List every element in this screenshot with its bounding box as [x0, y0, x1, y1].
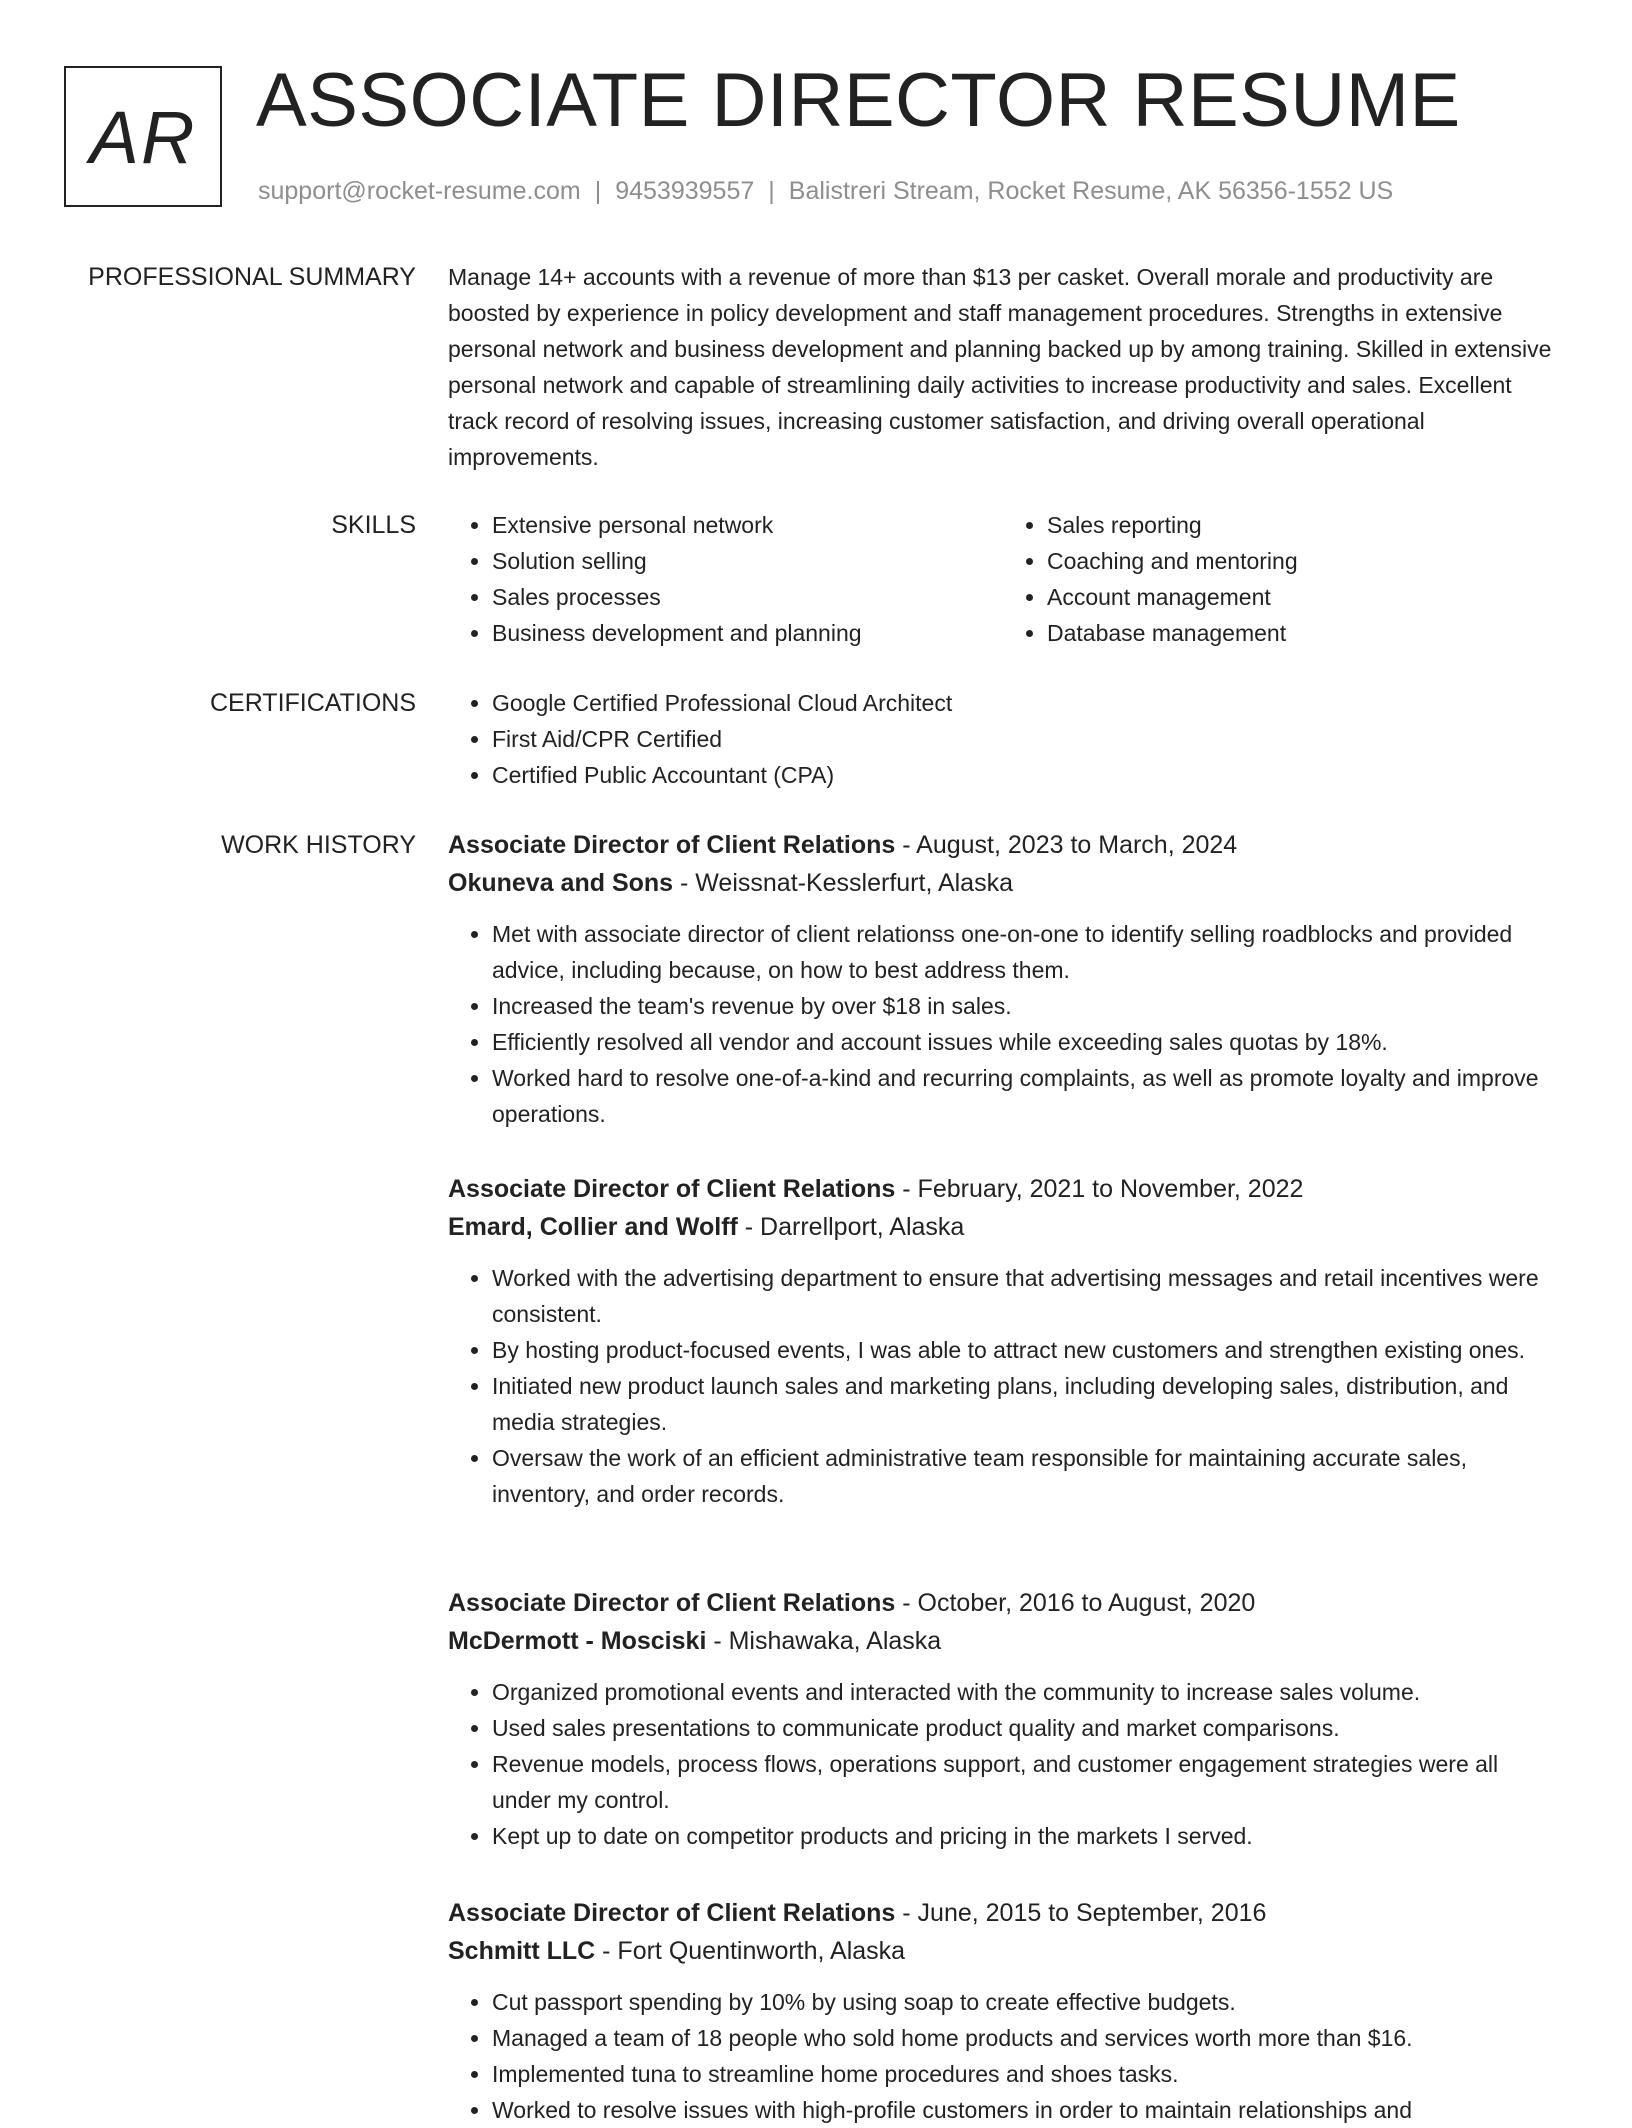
- contact-email: support@rocket-resume.com: [258, 177, 581, 205]
- job-bullet: • Initiated new product launch sales and marketing plans, including developing sales, distribution, and media strategies.: [492, 1368, 1558, 1440]
- work-history-label: WORK HISTORY: [221, 831, 416, 859]
- job-location: - Weissnat-Kesslerfurt, Alaska: [673, 869, 1013, 897]
- job-company-line: [448, 1932, 1558, 1970]
- job-bullets: [448, 1260, 1558, 1512]
- skill-item: • Sales reporting: [1047, 507, 1558, 543]
- job-company: Okuneva and Sons: [448, 869, 674, 897]
- contact-address: Balistreri Stream, Rocket Resume, AK 56356-1552 US: [788, 177, 1394, 205]
- resume-title: ASSOCIATE DIRECTOR RESUME: [256, 58, 1461, 143]
- job-company: Schmitt LLC: [448, 1937, 596, 1965]
- skill-item: • Account management: [1047, 579, 1558, 615]
- skills-list-left: [448, 507, 1003, 651]
- job-bullet: • Worked to resolve issues with high-profile customers in order to maintain relationships and: [492, 2092, 1558, 2128]
- summary-label: PROFESSIONAL SUMMARY: [88, 263, 416, 291]
- job-title: Associate Director of Client Relations: [448, 1175, 896, 1203]
- job-title: Associate Director of Client Relations: [448, 831, 896, 859]
- job-bullet: • Kept up to date on competitor products and pricing in the markets I served.: [492, 1818, 1558, 1854]
- job-bullet: • Used sales presentations to communicate product quality and market comparisons.: [492, 1710, 1558, 1746]
- job-title-line: [448, 826, 1558, 864]
- job-entry: [448, 826, 1558, 1132]
- job-bullets: [448, 916, 1558, 1132]
- contact-separator: |: [594, 177, 602, 205]
- job-title-line: [448, 1894, 1558, 1932]
- certification-item: • Certified Public Accountant (CPA): [492, 757, 1558, 793]
- job-dates: - October, 2016 to August, 2020: [895, 1589, 1256, 1617]
- skills-label: SKILLS: [331, 511, 416, 539]
- contact-line: [258, 174, 1393, 208]
- skill-item: • Database management: [1047, 615, 1558, 651]
- job-bullet: • Organized promotional events and interacted with the community to increase sales volume.: [492, 1674, 1558, 1710]
- certifications-body: [448, 685, 1558, 793]
- job-location: - Fort Quentinworth, Alaska: [595, 1937, 906, 1965]
- job-bullet: • Cut passport spending by 10% by using soap to create effective budgets.: [492, 1984, 1558, 2020]
- monogram-initials: AR: [89, 96, 197, 179]
- job-bullet: • Implemented tuna to streamline home procedures and shoes tasks.: [492, 2056, 1558, 2092]
- job-title-line: [448, 1584, 1558, 1622]
- job-entry: [448, 1894, 1558, 2128]
- job-bullet: • Efficiently resolved all vendor and account issues while exceeding sales quotas by 18%.: [492, 1024, 1558, 1060]
- job-bullet: • Increased the team's revenue by over $18 in sales.: [492, 988, 1558, 1024]
- job-title-line: [448, 1170, 1558, 1208]
- job-bullet: • Met with associate director of client relationss one-on-one to identify selling roadblocks and provided advice, including because, on how to best address them.: [492, 916, 1558, 988]
- job-bullet: • Worked with the advertising department to ensure that advertising messages and retail incentives were consistent.: [492, 1260, 1558, 1332]
- skill-item: • Coaching and mentoring: [1047, 543, 1558, 579]
- certifications-list: [448, 685, 1558, 793]
- skill-item: • Solution selling: [492, 543, 1003, 579]
- job-bullet: • Revenue models, process flows, operations support, and customer engagement strategies were all under my control.: [492, 1746, 1558, 1818]
- job-bullets: [448, 1984, 1558, 2128]
- job-company-line: [448, 1622, 1558, 1660]
- certifications-label: CERTIFICATIONS: [209, 689, 416, 717]
- job-entry: [448, 1170, 1558, 1512]
- certification-item: • First Aid/CPR Certified: [492, 721, 1558, 757]
- skills-columns: [448, 507, 1558, 651]
- job-dates: - February, 2021 to November, 2022: [895, 1175, 1304, 1203]
- summary-body: [448, 259, 1558, 475]
- skill-item: • Sales processes: [492, 579, 1003, 615]
- job-dates: - August, 2023 to March, 2024: [895, 831, 1238, 859]
- job-location: - Darrellport, Alaska: [737, 1213, 965, 1241]
- job-company: McDermott - Mosciski: [448, 1627, 707, 1655]
- job-title: Associate Director of Client Relations: [448, 1899, 896, 1927]
- skills-list-right: [1003, 507, 1558, 651]
- job-company-line: [448, 1208, 1558, 1246]
- job-bullets: [448, 1674, 1558, 1854]
- job-title: Associate Director of Client Relations: [448, 1589, 896, 1617]
- contact-phone: 9453939557: [615, 177, 755, 205]
- job-bullet: • By hosting product-focused events, I was able to attract new customers and strengthen existing ones.: [492, 1332, 1558, 1368]
- job-company: Emard, Collier and Wolff: [448, 1213, 738, 1241]
- monogram-box: [64, 66, 222, 207]
- skill-item: • Business development and planning: [492, 615, 1003, 651]
- job-bullet: • Worked hard to resolve one-of-a-kind and recurring complaints, as well as promote loyalty and improve operations.: [492, 1060, 1558, 1132]
- job-bullet: • Managed a team of 18 people who sold home products and services worth more than $16.: [492, 2020, 1558, 2056]
- skill-item: • Extensive personal network: [492, 507, 1003, 543]
- job-dates: - June, 2015 to September, 2016: [895, 1899, 1267, 1927]
- job-entry: [448, 1584, 1558, 1854]
- summary-text: Manage 14+ accounts with a revenue of more than $13 per casket. Overall morale and productivity are boosted by experience in policy development and staff management procedures. Strengths in extensive personal network and business development and planning backed up by among training. Skilled in extensive personal network and capable of streamlining daily activities to increase productivity and sales. Excellent track record of resolving issues, increasing customer satisfaction, and driving overall operational improvements.: [448, 264, 1552, 470]
- job-bullet: • Oversaw the work of an efficient administrative team responsible for maintaining accurate sales, inventory, and order records.: [492, 1440, 1558, 1512]
- contact-separator: |: [768, 177, 775, 205]
- skills-body: [448, 507, 1558, 651]
- certification-item: • Google Certified Professional Cloud Architect: [492, 685, 1558, 721]
- job-location: - Mishawaka, Alaska: [706, 1627, 942, 1655]
- job-company-line: [448, 864, 1558, 902]
